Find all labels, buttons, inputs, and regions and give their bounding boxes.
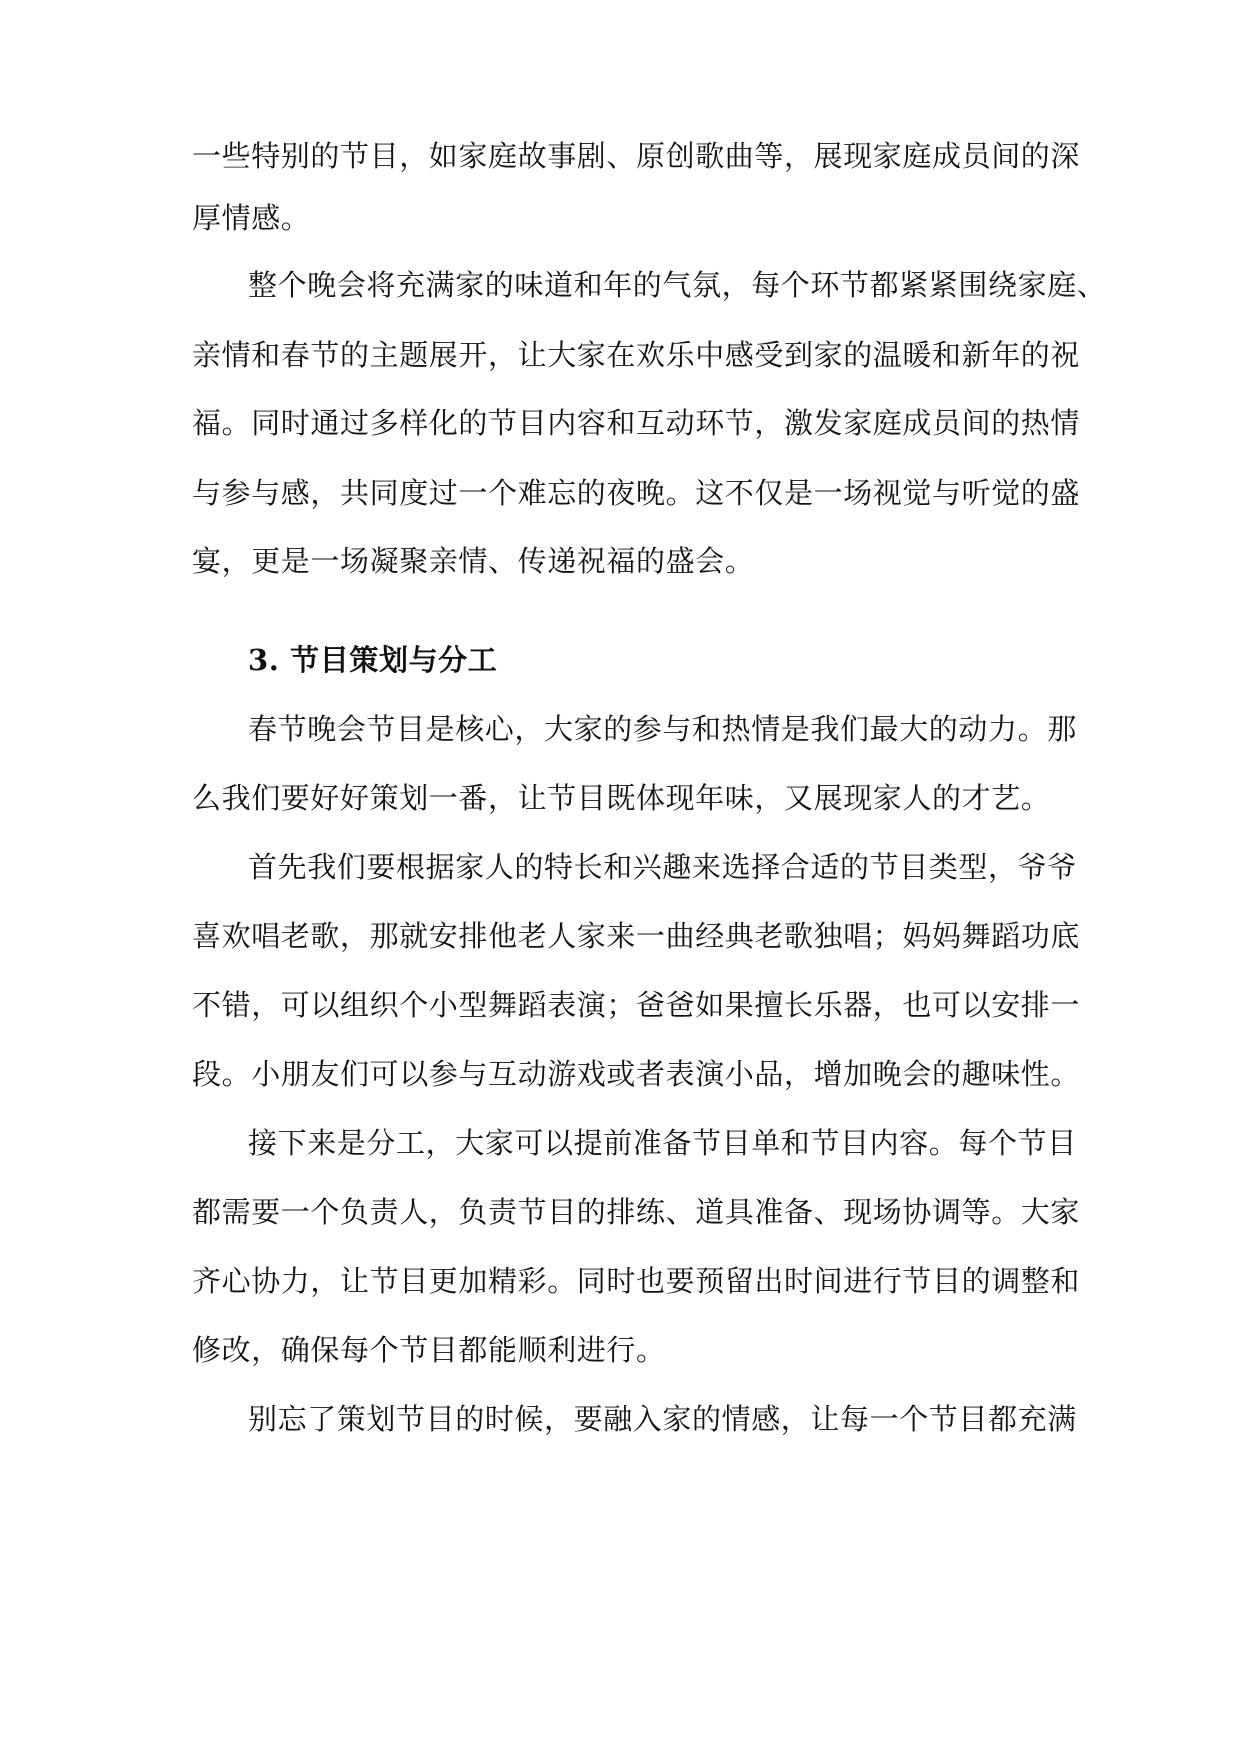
- text-line: 春节晚会节目是核心，大家的参与和热情是我们最大的动力。那: [248, 712, 1077, 746]
- text-line: 别忘了策划节目的时候，要融入家的情感，让每一个节目都充满: [248, 1402, 1077, 1436]
- text-line: 与参与感，共同度过一个难忘的夜晚。这不仅是一场视觉与听觉的盛: [192, 476, 1081, 510]
- text-line: 段。小朋友们可以参与互动游戏或者表演小品，增加晚会的趣味性。: [192, 1057, 1081, 1091]
- text-line: 修改，确保每个节目都能顺利进行。: [192, 1333, 666, 1367]
- text-line: 首先我们要根据家人的特长和兴趣来选择合适的节目类型，爷爷: [248, 850, 1077, 884]
- text-line: 宴，更是一场凝聚亲情、传递祝福的盛会。: [192, 544, 755, 578]
- text-line: 亲情和春节的主题展开，让大家在欢乐中感受到家的温暖和新年的祝: [192, 338, 1081, 372]
- text-line: 一些特别的节目，如家庭故事剧、原创歌曲等，展现家庭成员间的深: [192, 139, 1081, 173]
- text-line: 接下来是分工，大家可以提前准备节目单和节目内容。每个节目: [248, 1126, 1077, 1160]
- text-line: 都需要一个负责人，负责节目的排练、道具准备、现场协调等。大家: [192, 1195, 1081, 1229]
- text-line: 喜欢唱老歌，那就安排他老人家来一曲经典老歌独唱；妈妈舞蹈功底: [192, 919, 1081, 953]
- text-line: 整个晚会将充满家的味道和年的气氛，每个环节都紧紧围绕家庭、: [248, 268, 1107, 302]
- text-line: 么我们要好好策划一番，让节目既体现年味，又展现家人的才艺。: [192, 781, 1051, 815]
- text-line: 厚情感。: [192, 201, 311, 235]
- text-line: 福。同时通过多样化的节目内容和互动环节，激发家庭成员间的热情: [192, 406, 1081, 440]
- text-line: 不错，可以组织个小型舞蹈表演；爸爸如果擅长乐器，也可以安排一: [192, 988, 1081, 1022]
- text-line: 齐心协力，让节目更加精彩。同时也要预留出时间进行节目的调整和: [192, 1264, 1081, 1298]
- section-heading: 3. 节目策划与分工: [248, 643, 498, 677]
